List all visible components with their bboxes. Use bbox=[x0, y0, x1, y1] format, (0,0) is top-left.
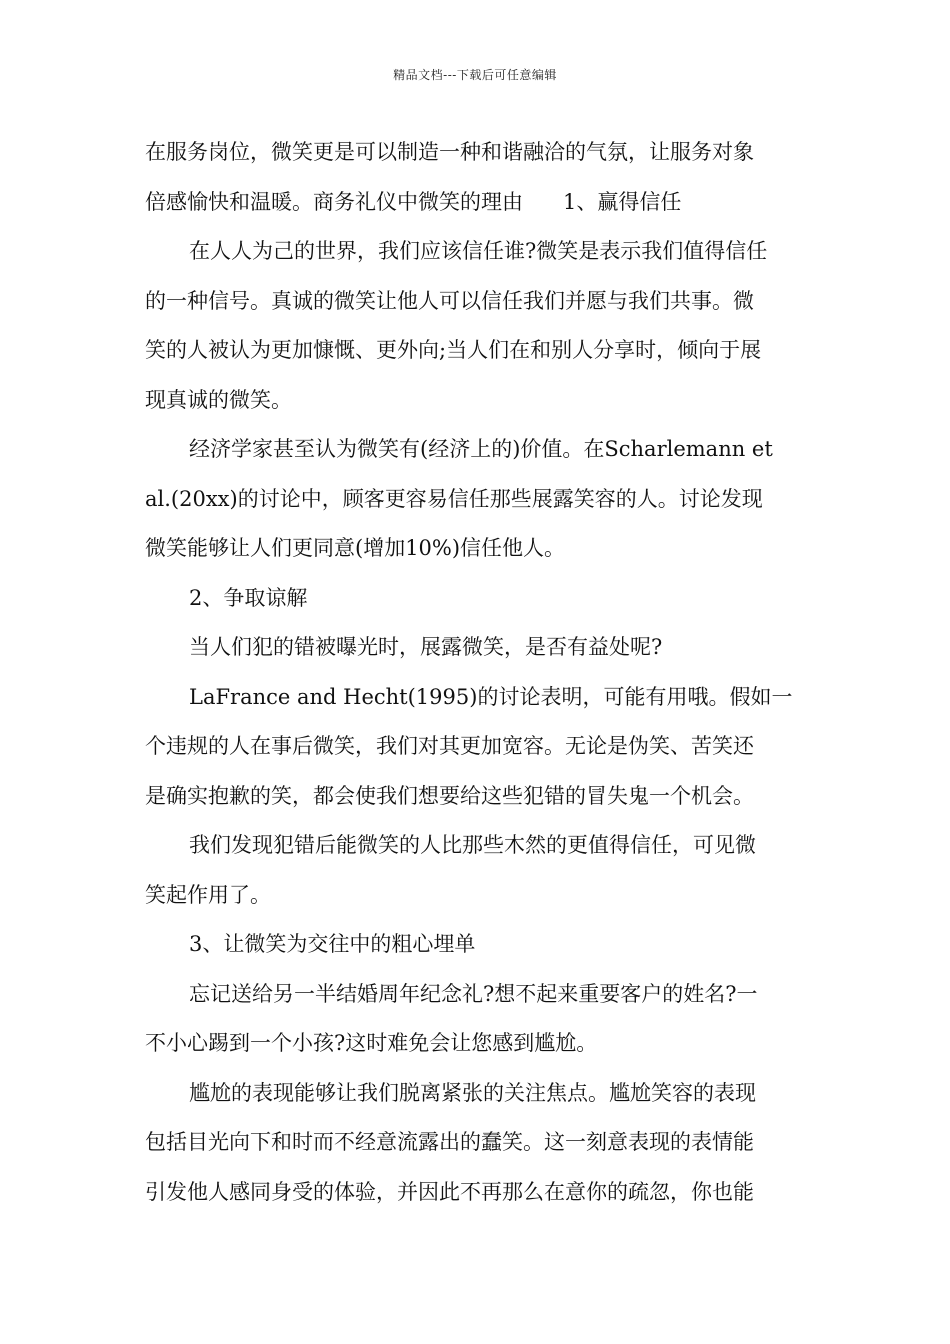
text-line: al.(20xx)的讨论中，顾客更容易信任那些展露笑容的人。讨论发现 bbox=[145, 486, 763, 511]
text-line: 当人们犯的错被曝光时，展露微笑，是否有益处呢? bbox=[189, 635, 663, 659]
text-line: 3、让微笑为交往中的粗心埋单 bbox=[189, 932, 476, 956]
text-line: 不小心踢到一个小孩?这时难免会让您感到尴尬。 bbox=[145, 1031, 598, 1055]
text-line: 笑起作用了。 bbox=[145, 882, 271, 907]
text-line: 经济学家甚至认为微笑有(经济上的)价值。在Scharlemann et bbox=[189, 437, 773, 461]
text-line: 笑的人被认为更加慷慨、更外向;当人们在和别人分享时，倾向于展 bbox=[145, 338, 762, 362]
text-line: 在服务岗位，微笑更是可以制造一种和谐融洽的气氛，让服务对象 bbox=[145, 140, 754, 164]
page-header: 精品文档---下载后可任意编辑 bbox=[393, 68, 557, 82]
text-line: 忘记送给另一半结婚周年纪念礼?想不起来重要客户的姓名?一 bbox=[189, 981, 758, 1006]
text-line: LaFrance and Hecht(1995)的讨论表明，可能有用哦。假如一 bbox=[189, 684, 793, 709]
text-line: 现真诚的微笑。 bbox=[145, 387, 292, 412]
text-line: 我们发现犯错后能微笑的人比那些木然的更值得信任，可见微 bbox=[189, 833, 756, 857]
text-line: 2、争取谅解 bbox=[189, 585, 308, 610]
text-line: 尴尬的表现能够让我们脱离紧张的关注焦点。尴尬笑容的表现 bbox=[189, 1080, 756, 1105]
text-line: 微笑能够让人们更同意(增加10%)信任他人。 bbox=[145, 536, 566, 560]
text-line: 的一种信号。真诚的微笑让他人可以信任我们并愿与我们共事。微 bbox=[145, 288, 754, 313]
text-line: 倍感愉快和温暖。商务礼仪中微笑的理由 1、赢得信任 bbox=[145, 189, 682, 214]
text-line: 是确实抱歉的笑，都会使我们想要给这些犯错的冒失鬼一个机会。 bbox=[145, 783, 754, 808]
text-line: 个违规的人在事后微笑，我们对其更加宽容。无论是伪笑、苦笑还 bbox=[145, 734, 754, 758]
document-body bbox=[145, 128, 809, 1217]
text-line: 包括目光向下和时而不经意流露出的蠢笑。这一刻意表现的表情能 bbox=[145, 1130, 754, 1154]
text-line: 在人人为己的世界，我们应该信任谁?微笑是表示我们值得信任 bbox=[189, 239, 768, 263]
text-line: 引发他人感同身受的体验，并因此不再那么在意你的疏忽，你也能 bbox=[145, 1179, 754, 1204]
